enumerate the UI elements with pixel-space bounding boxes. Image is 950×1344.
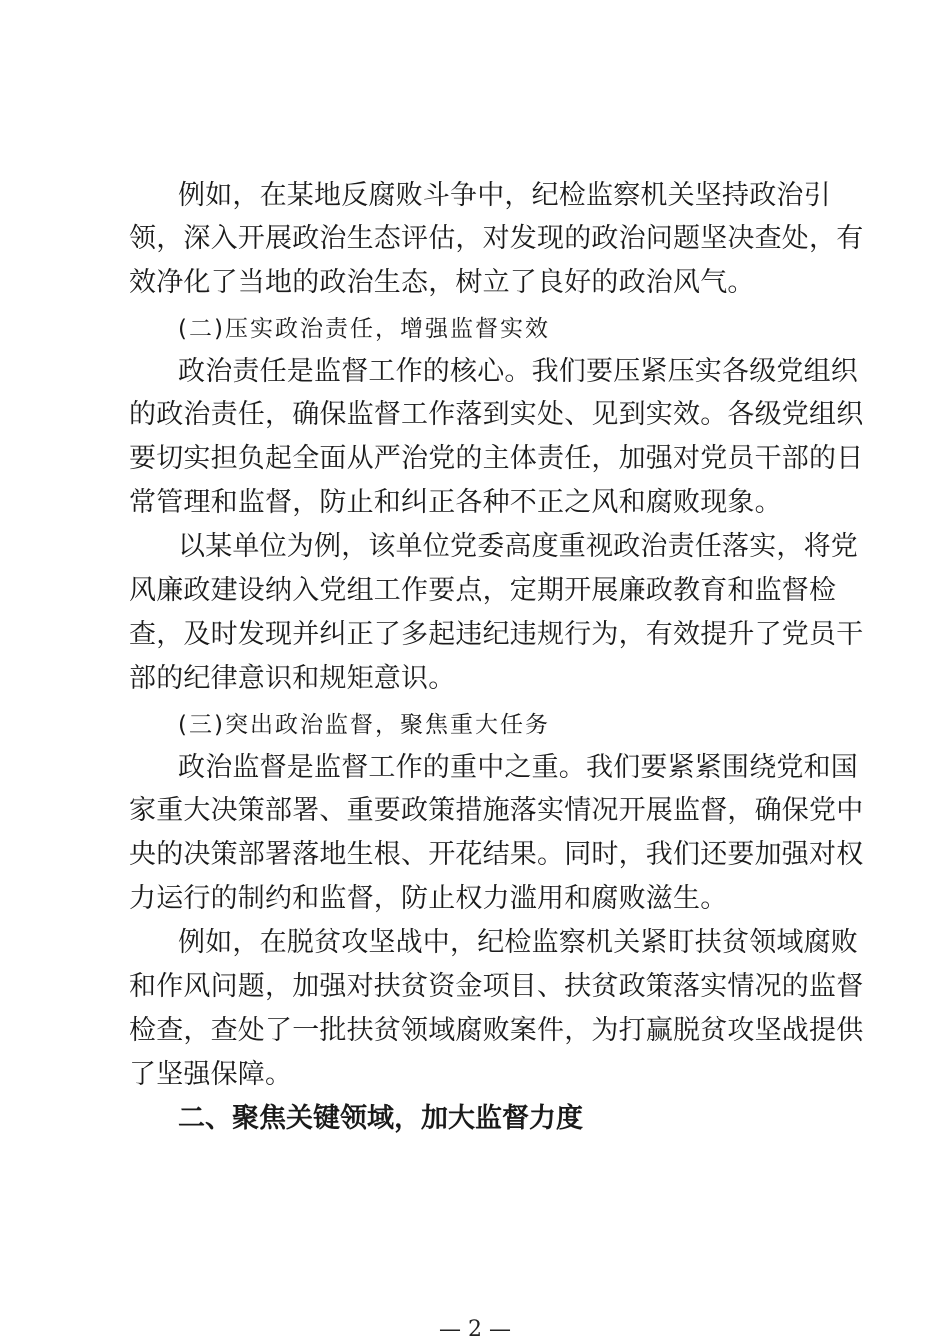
paragraph-line: 例如，在某地反腐败斗争中，纪检监察机关坚持政治引 <box>178 180 831 211</box>
paragraph-line: 以某单位为例，该单位党委高度重视政治责任落实，将党 <box>178 531 858 562</box>
section-heading: 二、聚焦关键领域，加大监督力度 <box>178 1103 583 1134</box>
paragraph-line: 部的纪律意识和规矩意识。 <box>129 663 456 694</box>
paragraph-line: 常管理和监督，防止和纠正各种不正之风和腐败现象。 <box>129 487 782 518</box>
paragraph-line: 例如，在脱贫攻坚战中，纪检监察机关紧盯扶贫领域腐败 <box>178 927 858 958</box>
subsection-heading: (二)压实政治责任，增强监督实效 <box>178 316 550 342</box>
paragraph-line: 和作风问题，加强对扶贫资金项目、扶贫政策落实情况的监督 <box>129 971 864 1002</box>
paragraph-line: 政治监督是监督工作的重中之重。我们要紧紧围绕党和国 <box>178 752 858 783</box>
paragraph-line: 力运行的制约和监督，防止权力滥用和腐败滋生。 <box>129 883 728 914</box>
paragraph-line: 家重大决策部署、重要政策措施落实情况开展监督，确保党中 <box>129 795 864 826</box>
paragraph-line: 政治责任是监督工作的核心。我们要压紧压实各级党组织 <box>178 356 858 387</box>
paragraph-line: 风廉政建设纳入党组工作要点，定期开展廉政教育和监督检 <box>129 575 837 606</box>
paragraph-line: 查，及时发现并纠正了多起违纪违规行为，有效提升了党员干 <box>129 619 864 650</box>
paragraph-line: 检查，查处了一批扶贫领域腐败案件，为打赢脱贫攻坚战提供 <box>129 1015 864 1046</box>
paragraph-line: 领，深入开展政治生态评估，对发现的政治问题坚决查处，有 <box>129 223 864 254</box>
paragraph-line: 央的决策部署落地生根、开花结果。同时，我们还要加强对权 <box>129 839 864 870</box>
paragraph-line: 的政治责任，确保监督工作落到实处、见到实效。各级党组织 <box>129 399 864 430</box>
paragraph-line: 了坚强保障。 <box>129 1059 293 1090</box>
paragraph-line: 效净化了当地的政治生态，树立了良好的政治风气。 <box>129 267 755 298</box>
page-number: — 2 — <box>439 1317 511 1342</box>
paragraph-line: 要切实担负起全面从严治党的主体责任，加强对党员干部的日 <box>129 443 864 474</box>
subsection-heading: (三)突出政治监督，聚焦重大任务 <box>178 712 550 738</box>
